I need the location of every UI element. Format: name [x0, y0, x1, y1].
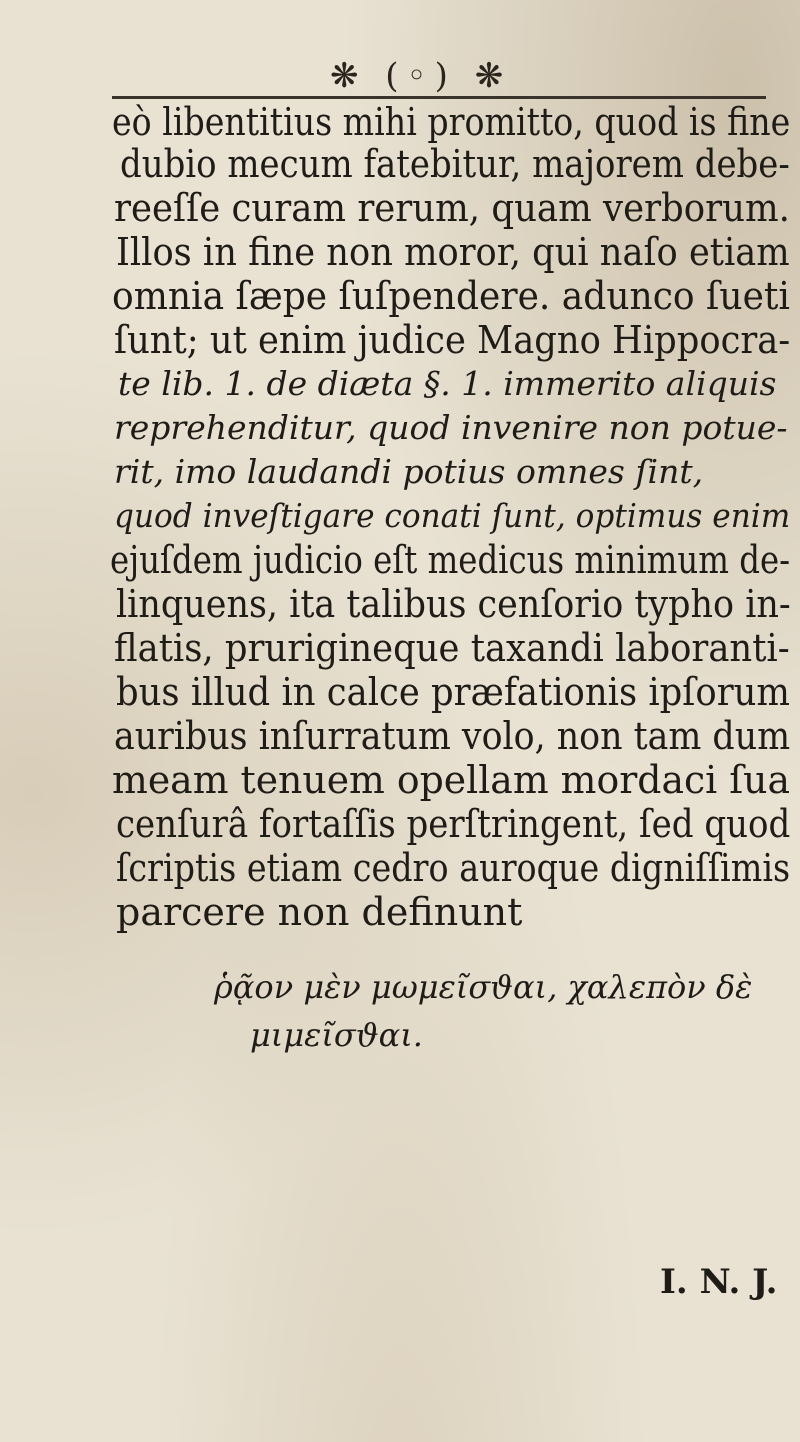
signature: I. N. J.	[660, 1262, 778, 1302]
text-line: linquens, ita talibus cenſorio typho in-	[116, 582, 791, 626]
text-line: eò libentitius mihi promitto, quod is fine	[112, 100, 791, 144]
greek-quote-line: ῥᾷον μὲν μωμεῖσϑαι, χαλεπὸν δὲ	[214, 968, 753, 1006]
text-line: omnia ſæpe ſuſpendere. adunco ſueti	[112, 274, 790, 318]
text-line: te lib. 1. de diæta §. 1. immerito aliquis	[118, 364, 777, 403]
text-line: cenſurâ fortaſſis perſtringent, ſed quod	[116, 802, 791, 846]
greek-quote-line: μιμεῖσϑαι.	[250, 1016, 423, 1054]
text-line: reprehenditur, quod invenire non potue-	[114, 408, 788, 447]
text-line: ejuſdem judicio eſt medicus minimum de-	[110, 538, 791, 582]
text-line: auribus inſurratum volo, non tam dum	[114, 714, 791, 758]
text-line: parcere non definunt	[116, 890, 523, 934]
text-line: reeſſe curam rerum, quam verborum.	[114, 186, 790, 230]
text-line: dubio mecum fatebitur, majorem debe-	[120, 142, 790, 186]
text-line: bus illud in calce præfationis ipſorum	[116, 670, 790, 714]
header-rule	[112, 96, 766, 99]
header-ornament: ❋ (◦) ❋	[330, 56, 512, 96]
text-line: Illos in fine non moror, qui naſo etiam	[116, 230, 790, 274]
text-line: meam tenuem opellam mordaci ſua	[112, 758, 791, 802]
text-line: quod inveſtigare conati ſunt, optimus enim	[114, 496, 791, 535]
text-line: flatis, prurigineque taxandi laboranti-	[114, 626, 790, 670]
text-line: rit, imo laudandi potius omnes ſint,	[114, 452, 704, 491]
text-line: ſcriptis etiam cedro auroque digniſſimis	[116, 846, 791, 890]
text-line: ſunt; ut enim judice Magno Hippocra-	[114, 318, 791, 362]
